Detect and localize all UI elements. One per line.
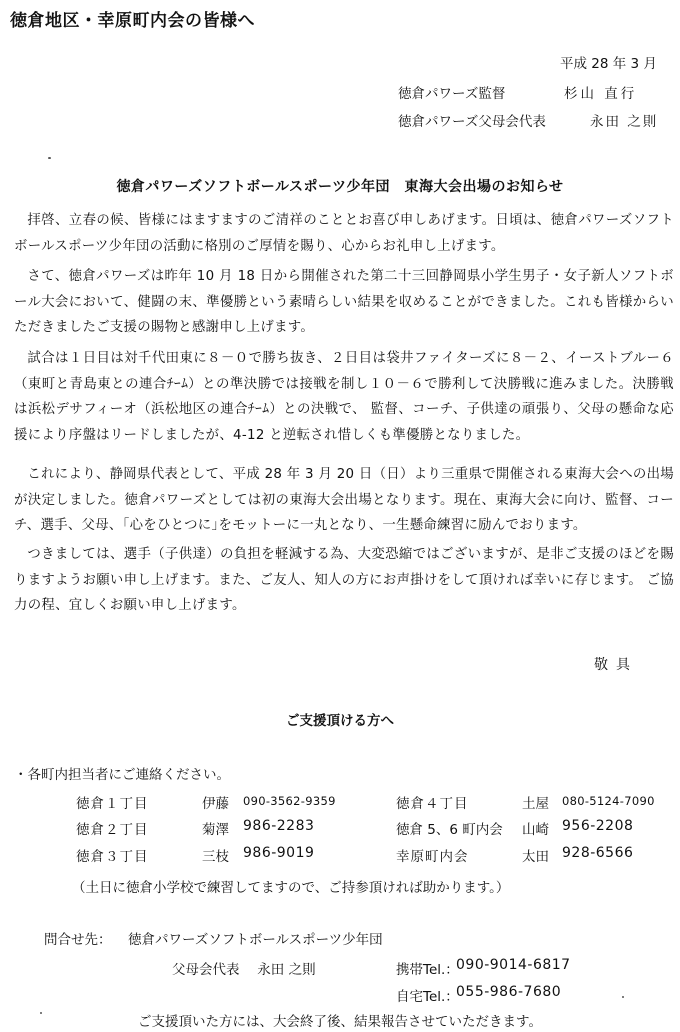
contact-phone: 090-3562-9359: [243, 794, 336, 808]
contact-area: 徳倉 5、6 町内会: [396, 822, 503, 838]
contact-area: 徳倉１丁目: [76, 796, 149, 812]
notice-title: 徳倉パワーズソフトボールスポーツ少年団 東海大会出場のお知らせ: [116, 179, 564, 195]
paragraph-request: つきましては、選手（子供達）の負担を軽減する為、大変恐縮ではございますが、是非ご支援のほどを賜りますようお願い申し上げます。また、ご友人、知人の方にお声掛けをして頂ければ幸いに存じます。 ご協力の程、宜しくお願い申し上げます。: [14, 547, 674, 614]
paragraph-tokai: これにより、静岡県代表として、平成 28 年 3 月 20 日（日）より三重県で開催される東海大会への出場が決定しました。徳倉パワーズとしては初の東海大会出場となります。現在、東海大会に向け、監督、コーチ、選手、父母、｢心をひとつに｣をモットーに一丸となり、一生懸命練習に励んでおります。: [14, 467, 674, 534]
page-title: 徳倉地区・幸原町内会の皆様へ: [10, 11, 255, 31]
inquiry-org: 徳倉パワーズソフトボールスポーツ少年団: [128, 932, 383, 948]
scan-speck: [40, 1012, 42, 1014]
contact-area: 徳倉４丁目: [396, 796, 469, 812]
contact-phone: 928-6566: [562, 845, 634, 861]
contact-note: ・各町内担当者にご連絡ください。: [14, 767, 230, 783]
contact-name: 山崎: [522, 822, 549, 838]
contact-phone: 956-2208: [562, 818, 634, 834]
contact-name: 太田: [522, 849, 549, 865]
inquiry-label: 問合せ先：: [44, 932, 112, 948]
contact-name: 三枝: [202, 849, 229, 865]
scan-speck: [622, 996, 624, 998]
closing-keigu: 敬具: [594, 657, 638, 673]
contact-phone: 986-9019: [243, 845, 315, 861]
contact-phone: 080-5124-7090: [562, 794, 655, 808]
home-label: 自宅Tel.：: [396, 989, 459, 1005]
contact-area: 徳倉２丁目: [76, 822, 149, 838]
paragraph-greeting: 拝啓、立春の候、皆様にはますますのご清祥のこととお喜び申しあげます。日頃は、徳倉パワーズソフトボールスポーツ少年団の活動に格別のご厚情を賜り、心からお礼申し上げます。: [14, 213, 674, 254]
paragraph-games: 試合は１日目は対千代田東に８－０で勝ち抜き、２日目は袋井ファイターズに８－２、イーストブルー６（東町と青島東との連合ﾁｰﾑ）との準決勝では接戦を制し１０－６で勝利して決勝戦に進みました。決勝戦は浜松デサフィーオ（浜松地区の連合ﾁｰﾑ）との決戦で、 監督、コーチ、子供達の頑張り、父母の懸命な応援により序盤はリードしましたが、4-12 と逆転され惜しくも準優勝となりました。: [14, 351, 674, 443]
support-heading: ご支援頂ける方へ: [286, 713, 394, 729]
contact-name: 菊澤: [202, 822, 229, 838]
footer-note: ご支援頂いた方には、大会終了後、結果報告させていただきます。: [138, 1014, 542, 1030]
sender-org-coach: 徳倉パワーズ監督: [398, 86, 506, 102]
contact-name: 伊藤: [202, 796, 229, 812]
sender-name-parents: 永田 之則: [590, 114, 659, 130]
contact-area: 徳倉３丁目: [76, 849, 149, 865]
scan-speck: [48, 157, 51, 159]
inquiry-representative: 父母会代表 永田 之則: [172, 962, 316, 978]
sender-name-coach: 杉山 直行: [564, 86, 638, 102]
home-number: 055-986-7680: [456, 984, 562, 1000]
issue-date: 平成 28 年 3 月: [560, 56, 657, 72]
contact-name: 土屋: [522, 796, 549, 812]
contact-area: 幸原町内会: [396, 849, 469, 865]
weekend-note: （土日に徳倉小学校で練習してますので、ご持参頂ければ助かります。）: [72, 880, 510, 896]
paragraph-result: さて、徳倉パワーズは昨年 10 月 18 日から開催された第二十三回静岡県小学生男子・女子新人ソフトボール大会において、健闘の末、準優勝という素晴らしい結果を収めることができました。これも皆様からいただきましたご支援の賜物と感謝申し上げます。: [14, 269, 674, 336]
contact-phone: 986-2283: [243, 818, 315, 834]
sender-org-parents: 徳倉パワーズ父母会代表: [398, 114, 546, 130]
mobile-number: 090-9014-6817: [456, 957, 571, 973]
mobile-label: 携帯Tel.：: [396, 962, 459, 978]
